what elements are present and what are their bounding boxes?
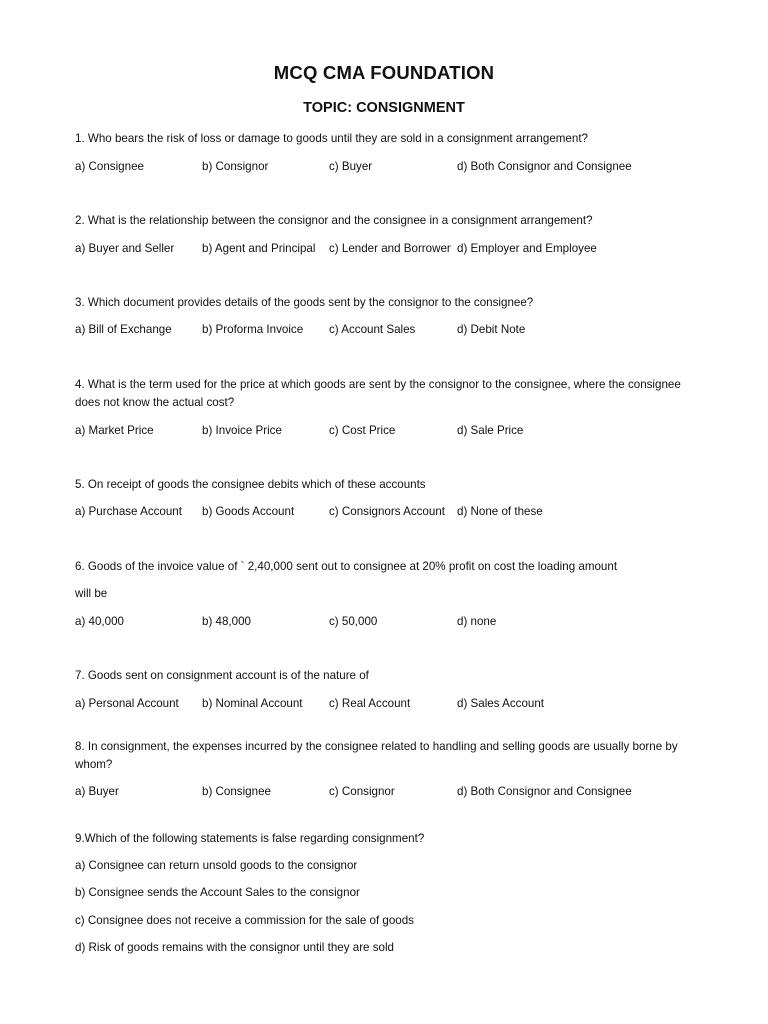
question-5-text: 5. On receipt of goods the consignee debits which of these accounts — [75, 478, 426, 491]
question-5-option-b: b) Goods Account — [202, 505, 295, 518]
question-4-option-d: d) Sale Price — [457, 424, 524, 437]
question-1-option-b: b) Consignor — [202, 160, 269, 173]
question-6-text: 6. Goods of the invoice value of ` 2,40,000 sent out to consignee at 20% profit on cost the loading amount — [75, 560, 618, 573]
question-7-option-a: a) Personal Account — [75, 697, 179, 710]
question-9-option-b: b) Consignee sends the Account Sales to the consignor — [75, 886, 360, 899]
question-8-option-b: b) Consignee — [202, 785, 271, 798]
question-9-text: 9.Which of the following statements is false regarding consignment? — [75, 832, 425, 845]
question-7-option-c: c) Real Account — [329, 697, 411, 710]
question-5-option-d: d) None of these — [457, 505, 543, 518]
question-3-option-b: b) Proforma Invoice — [202, 323, 304, 336]
question-8-option-c: c) Consignor — [329, 785, 395, 798]
question-7-option-b: b) Nominal Account — [202, 697, 303, 710]
question-1-option-c: c) Buyer — [329, 160, 373, 173]
question-1-option-d: d) Both Consignor and Consignee — [457, 160, 632, 173]
question-2-option-b: b) Agent and Principal — [202, 242, 316, 255]
question-8-text: 8. In consignment, the expenses incurred by the consignee related to handling and selling goods are usually borne by whom? — [75, 740, 678, 771]
question-3-option-c: c) Account Sales — [329, 323, 416, 336]
question-3-option-d: d) Debit Note — [457, 323, 526, 336]
question-2-option-c: c) Lender and Borrower — [329, 242, 451, 255]
question-9-option-d: d) Risk of goods remains with the consignor until they are sold — [75, 941, 394, 954]
question-4-option-b: b) Invoice Price — [202, 424, 282, 437]
question-7-option-d: d) Sales Account — [457, 697, 545, 710]
question-8-option-d: d) Both Consignor and Consignee — [457, 785, 632, 798]
question-1-option-a: a) Consignee — [75, 160, 144, 173]
question-6-option-d: d) none — [457, 615, 497, 628]
document-title: MCQ CMA FOUNDATION — [273, 62, 495, 83]
question-3-text: 3. Which document provides details of the goods sent by the consignor to the consignee? — [75, 296, 534, 309]
question-2-option-a: a) Buyer and Seller — [75, 242, 175, 255]
question-1-text: 1. Who bears the risk of loss or damage to goods until they are sold in a consignment arrangement? — [75, 132, 588, 145]
question-8-option-a: a) Buyer — [75, 785, 119, 798]
question-6-option-a: a) 40,000 — [75, 615, 124, 628]
question-6-text-continued: will be — [75, 587, 108, 600]
question-7-text: 7. Goods sent on consignment account is of the nature of — [75, 669, 369, 682]
question-9-option-a: a) Consignee can return unsold goods to the consignor — [75, 859, 358, 872]
question-4-option-a: a) Market Price — [75, 424, 154, 437]
question-9-option-c: c) Consignee does not receive a commission for the sale of goods — [75, 914, 414, 927]
question-6-option-b: b) 48,000 — [202, 615, 251, 628]
question-6-option-c: c) 50,000 — [329, 615, 378, 628]
question-4-text: 4. What is the term used for the price at which goods are sent by the consignor to the consignee, where the consignee does not know the actual cost? — [75, 378, 681, 409]
document-subtitle: TOPIC: CONSIGNMENT — [303, 100, 465, 116]
question-5-option-a: a) Purchase Account — [75, 505, 182, 518]
question-4-option-c: c) Cost Price — [329, 424, 396, 437]
question-5-option-c: c) Consignors Account — [329, 505, 445, 518]
question-2-text: 2. What is the relationship between the consignor and the consignee in a consignment arrangement? — [75, 214, 593, 227]
question-2-option-d: d) Employer and Employee — [457, 242, 597, 255]
question-3-option-a: a) Bill of Exchange — [75, 323, 172, 336]
